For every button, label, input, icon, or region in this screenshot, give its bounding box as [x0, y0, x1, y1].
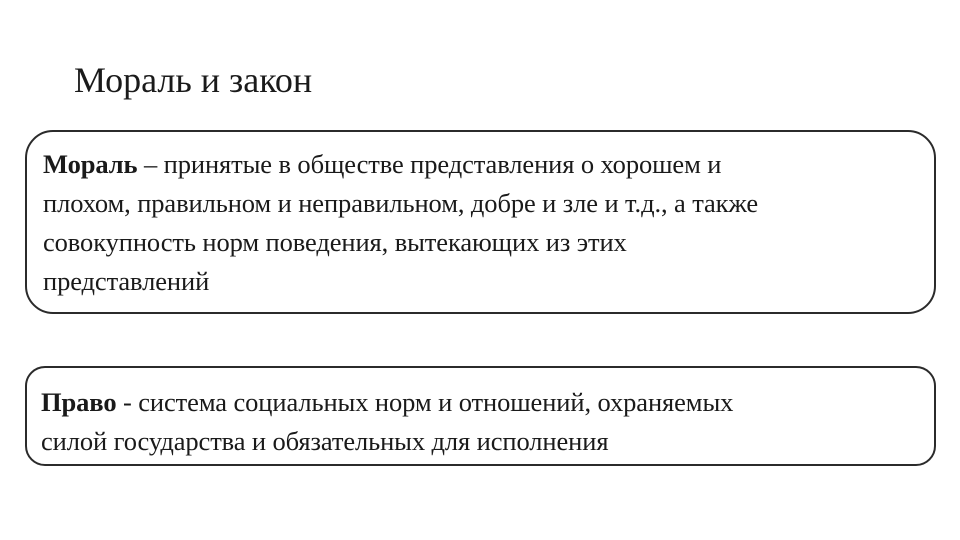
- definition-card-law: [25, 366, 936, 466]
- definition-line: представлений: [43, 266, 210, 296]
- definition-line: силой государства и обязательных для исполнения: [41, 426, 609, 456]
- page-title: Мораль и закон: [74, 60, 313, 100]
- definition-line: принятые в обществе представления о хорошем и: [163, 149, 722, 179]
- definition-line: плохом, правильном и неправильном, добре и зле и т.д., а также: [43, 188, 758, 218]
- definition-card-moral: [25, 130, 936, 314]
- definition-separator: –: [137, 149, 164, 179]
- definition-term-moral: Мораль: [43, 149, 138, 179]
- definition-line: совокупность норм поведения, вытекающих из этих: [43, 227, 627, 257]
- definition-separator: -: [116, 387, 139, 417]
- definition-line: система социальных норм и отношений, охраняемых: [138, 387, 734, 417]
- definition-term-law: Право: [41, 387, 117, 417]
- definition-text-law: [41, 383, 920, 461]
- definition-text-moral: [43, 145, 918, 301]
